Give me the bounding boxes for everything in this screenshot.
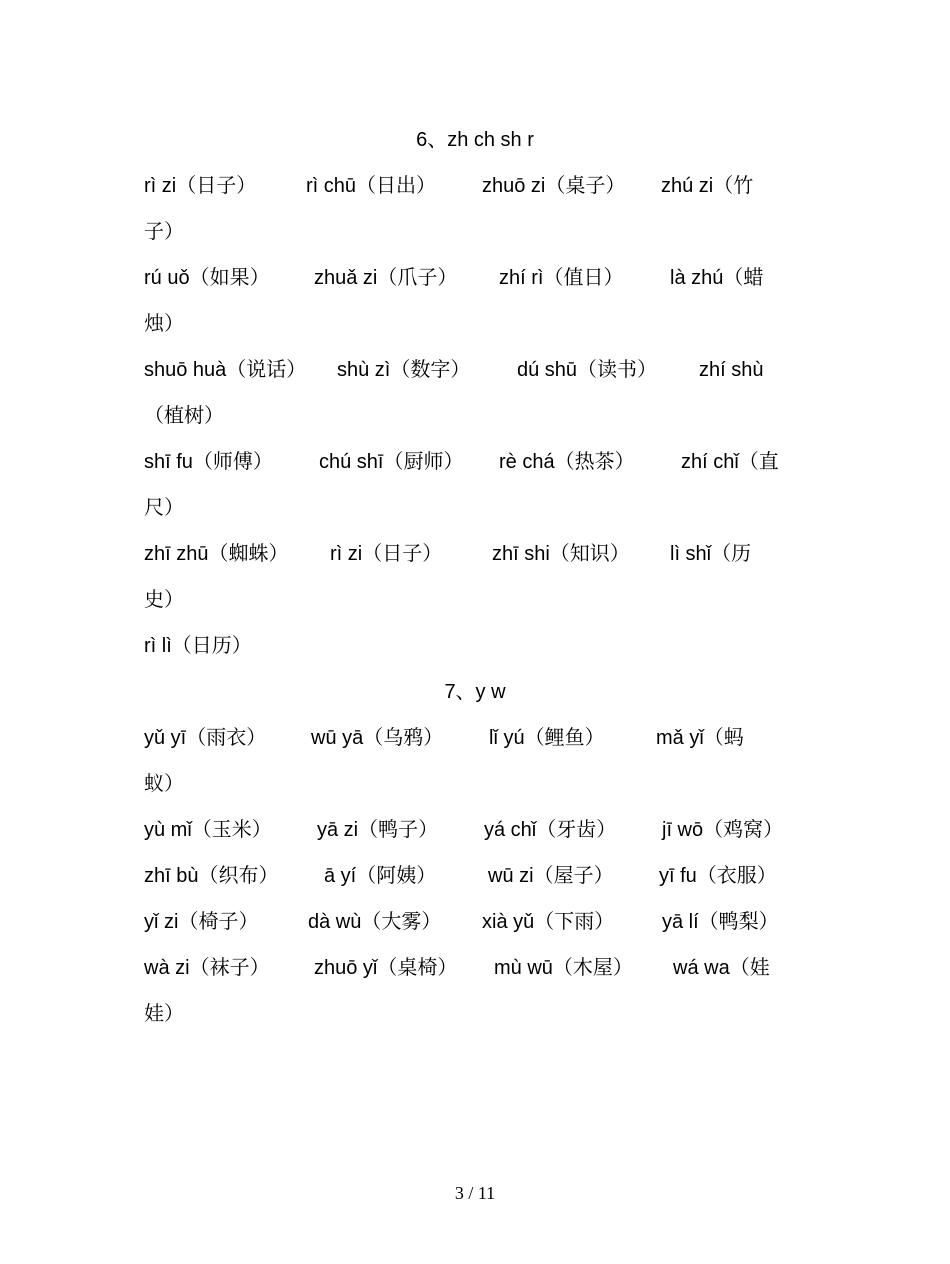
vocab-entry: xià yǔ（下雨） bbox=[482, 911, 615, 933]
vocab-row-wrap bbox=[144, 485, 804, 531]
document-content bbox=[144, 117, 804, 1037]
vocab-entry: wū yā（乌鸦） bbox=[311, 727, 444, 749]
vocab-entry-continuation: 尺） bbox=[144, 497, 184, 519]
vocab-entry: zhí chǐ（直 bbox=[681, 451, 779, 473]
vocab-row-line bbox=[144, 255, 804, 301]
vocab-entry: mù wū（木屋） bbox=[494, 957, 633, 979]
vocab-entry: wū zi（屋子） bbox=[488, 865, 614, 887]
vocab-entry: zhuō zi（桌子） bbox=[482, 175, 626, 197]
vocab-entry: zhī bù（织布） bbox=[144, 865, 279, 887]
vocab-row-wrap bbox=[144, 209, 804, 255]
vocab-entry: rú uǒ（如果） bbox=[144, 267, 270, 289]
vocab-entry-continuation: 蚁） bbox=[144, 773, 184, 795]
vocab-entry: yǔ yī（雨衣） bbox=[144, 727, 267, 749]
vocab-entry-continuation: （植树） bbox=[144, 405, 224, 427]
vocab-entry: zhuō yǐ（桌椅） bbox=[314, 957, 458, 979]
vocab-row-line bbox=[144, 899, 804, 945]
vocab-entry: mǎ yǐ（蚂 bbox=[656, 727, 744, 749]
vocab-entry: zhú zi（竹 bbox=[661, 175, 754, 197]
vocab-entry: shī fu（师傅） bbox=[144, 451, 273, 473]
vocab-entry: wà zi（袜子） bbox=[144, 957, 270, 979]
vocab-row-line bbox=[144, 623, 804, 669]
vocab-entry: rè chá（热茶） bbox=[499, 451, 635, 473]
vocab-entry: dú shū（读书） bbox=[517, 359, 658, 381]
vocab-row-line bbox=[144, 531, 804, 577]
vocab-entry: jī wō（鸡窝） bbox=[662, 819, 784, 841]
vocab-row-line bbox=[144, 347, 804, 393]
vocab-row-wrap bbox=[144, 393, 804, 439]
vocab-entry: zhí shù bbox=[699, 359, 764, 381]
vocab-entry: rì chū（日出） bbox=[306, 175, 437, 197]
vocab-entry: lǐ yú（鲤鱼） bbox=[489, 727, 605, 749]
vocab-row-wrap bbox=[144, 991, 804, 1037]
vocab-entry: zhī zhū（蜘蛛） bbox=[144, 543, 289, 565]
vocab-entry: lì shǐ（历 bbox=[670, 543, 752, 565]
vocab-entry: shuō huà（说话） bbox=[144, 359, 307, 381]
vocab-entry-continuation: 子） bbox=[144, 221, 184, 243]
vocab-entry: zhī shi（知识） bbox=[492, 543, 630, 565]
vocab-entry: yù mǐ（玉米） bbox=[144, 819, 272, 841]
section-heading-6: 6、zh ch sh r bbox=[416, 129, 534, 151]
vocab-entry: zhí rì（值日） bbox=[499, 267, 624, 289]
vocab-row-wrap bbox=[144, 761, 804, 807]
vocab-entry: yā lí（鸭梨） bbox=[662, 911, 779, 933]
vocab-entry: dà wù（大雾） bbox=[308, 911, 442, 933]
vocab-row-line bbox=[144, 163, 804, 209]
vocab-entry: rì zi（日子） bbox=[144, 175, 257, 197]
section-heading-7: 7、y w bbox=[444, 681, 506, 703]
vocab-entry: yá chǐ（牙齿） bbox=[484, 819, 617, 841]
vocab-entry: yǐ zi（椅子） bbox=[144, 911, 259, 933]
vocab-entry: yā zi（鸭子） bbox=[317, 819, 439, 841]
vocab-entry: chú shī（厨师） bbox=[319, 451, 464, 473]
vocab-entry: là zhú（蜡 bbox=[670, 267, 764, 289]
vocab-entry: rì lì（日历） bbox=[144, 635, 252, 657]
vocab-row-line bbox=[144, 807, 804, 853]
vocab-entry: shù zì（数字） bbox=[337, 359, 471, 381]
vocab-entry-continuation: 烛） bbox=[144, 313, 184, 335]
vocab-row-line bbox=[144, 853, 804, 899]
vocab-entry: yī fu（衣服） bbox=[659, 865, 777, 887]
vocab-row-line bbox=[144, 439, 804, 485]
vocab-row-wrap bbox=[144, 577, 804, 623]
vocab-entry: wá wa（娃 bbox=[673, 957, 770, 979]
page-number: 3 / 11 bbox=[454, 1183, 496, 1203]
vocab-entry: zhuǎ zi（爪子） bbox=[314, 267, 458, 289]
vocab-row-line bbox=[144, 945, 804, 991]
vocab-row-line bbox=[144, 715, 804, 761]
vocab-entry-continuation: 史） bbox=[144, 589, 184, 611]
vocab-entry: ā yí（阿姨） bbox=[324, 865, 437, 887]
vocab-entry-continuation: 娃） bbox=[144, 1003, 184, 1025]
vocab-entry: rì zi（日子） bbox=[330, 543, 443, 565]
vocab-row-wrap bbox=[144, 301, 804, 347]
